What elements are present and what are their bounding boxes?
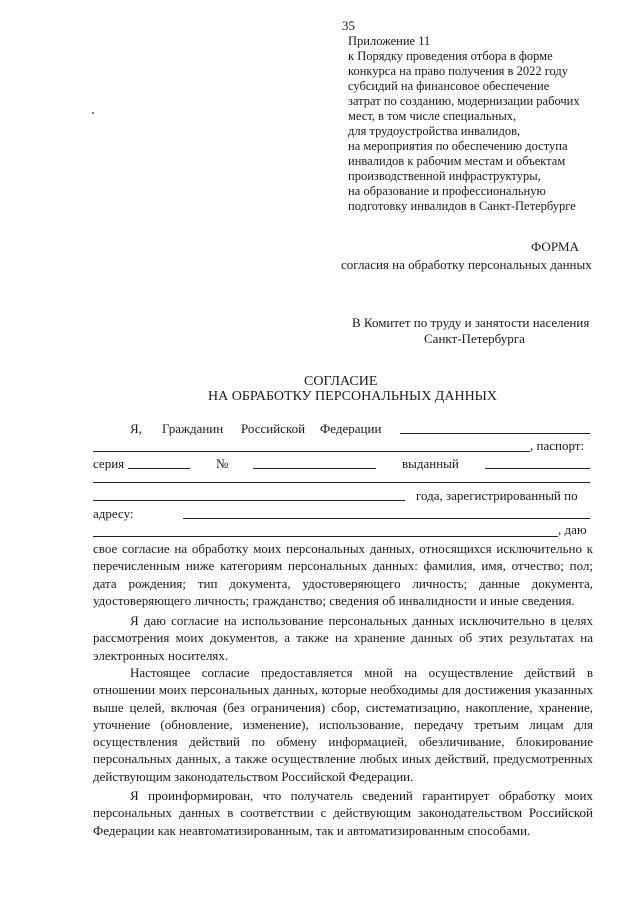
appendix-line: на образование и профессиональную xyxy=(348,184,546,198)
form-subtitle: согласия на обработку персональных данных xyxy=(341,257,592,272)
label-citizen-1: Гражданин xyxy=(162,421,224,436)
address-field-line[interactable] xyxy=(183,518,590,519)
consent-subtitle: НА ОБРАБОТКУ ПЕРСОНАЛЬНЫХ ДАННЫХ xyxy=(208,389,498,404)
appendix-line: производственной инфраструктуры, xyxy=(348,169,541,183)
label-year-registered: года, зарегистрированный по xyxy=(416,488,578,503)
label-number: № xyxy=(216,456,229,471)
label-series: серия xyxy=(93,456,125,471)
name-continued-line[interactable] xyxy=(93,451,530,452)
addressee-line-1: В Комитет по труду и занятости населения xyxy=(352,315,590,330)
appendix-line: мест, в том числе специальных, xyxy=(348,109,517,123)
label-address: адресу: xyxy=(93,506,134,521)
label-give: , даю xyxy=(558,522,587,537)
appendix-line: подготовку инвалидов в Санкт-Петербурге xyxy=(348,199,576,213)
series-field-line[interactable] xyxy=(128,468,190,469)
label-citizen-3: Федерации xyxy=(320,421,382,436)
label-passport: , паспорт: xyxy=(530,438,585,453)
issued-by-field-line[interactable] xyxy=(485,468,590,469)
appendix-line: Приложение 11 xyxy=(348,34,431,48)
page-number: 35 xyxy=(342,18,355,33)
appendix-line: к Порядку проведения отбора в форме xyxy=(348,49,553,63)
label-issued: выданный xyxy=(402,456,459,471)
appendix-line: затрат по созданию, модернизации рабочих xyxy=(348,94,580,108)
paragraph-consent-categories: свое согласие на обработку моих персональных данных, относящихся исключительно к перечисленным ниже категориям персональных данных: фамилия, имя, отчество; пол; дата рождения; тип документа, удостоверяющего личность; данные документа, удостоверяющего личность; гражданство; сведения об инвалидности и иные сведения. xyxy=(93,541,593,608)
issue-date-field-line[interactable] xyxy=(93,500,405,501)
appendix-line: для трудоустройства инвалидов, xyxy=(348,124,521,138)
name-field-line[interactable] xyxy=(400,433,590,434)
scan-dot xyxy=(92,112,94,114)
addressee-line-2: Санкт-Петербурга xyxy=(424,331,525,346)
consent-title: СОГЛАСИЕ xyxy=(304,374,378,389)
appendix-line: на мероприятия по обеспечению доступа xyxy=(348,139,568,153)
label-citizen-2: Российской xyxy=(241,421,306,436)
paragraph-usage: Я даю согласие на использование персональных данных исключительно в целях рассмотрения моих документов, а также на хранение данных об этих результатах на электронных носителях. xyxy=(93,613,593,663)
appendix-line: субсидий на финансовое обеспечение xyxy=(348,79,550,93)
number-field-line[interactable] xyxy=(253,468,376,469)
issued-by-continued-line[interactable] xyxy=(93,482,590,483)
address-continued-line[interactable] xyxy=(93,536,558,537)
appendix-line: конкурса на право получения в 2022 году xyxy=(348,64,569,78)
appendix-line: инвалидов к рабочим местам и объектам xyxy=(348,154,566,168)
paragraph-actions: Настоящее согласие предоставляется мной на осуществление действий в отношении моих персональных данных, которые необходимы для достижения указанных выше целей, включая (без ограничения) сбор, систематизацию, накопление, хранение, уточнение (обновление, изменение), использование, передачу третьим лицам для осуществления действий по обмену информацией, обезличивание, блокирование персональных данных, а также осуществление любых иных действий, предусмотренных действующим законодательством Российской Федерации. xyxy=(93,665,593,784)
form-title: ФОРМА xyxy=(531,239,579,254)
label-ya: Я, xyxy=(130,421,142,436)
paragraph-informed: Я проинформирован, что получатель сведений гарантирует обработку моих персональных данных в соответствии с действующим законодательством Российской Федерации как неавтоматизированным, так и автоматизированным способами. xyxy=(93,788,593,838)
